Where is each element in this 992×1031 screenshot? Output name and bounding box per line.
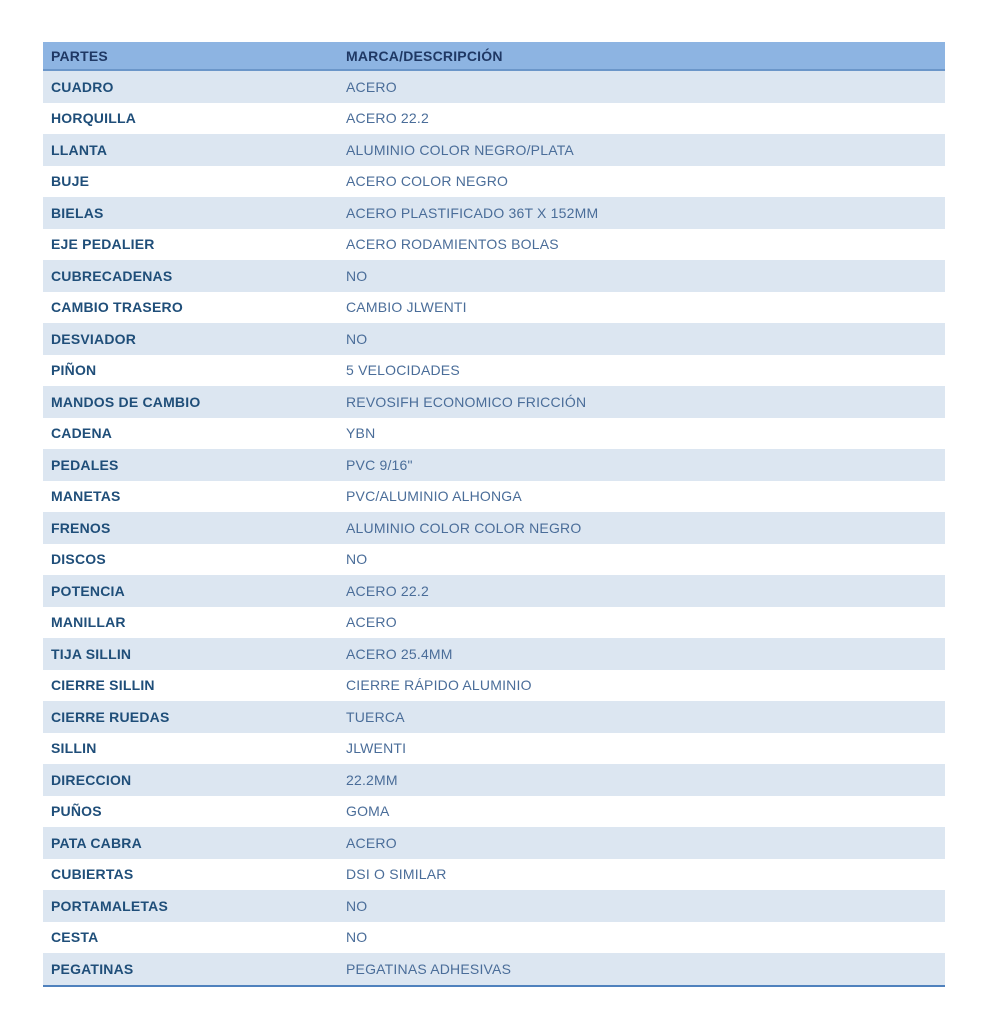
table-row (43, 544, 945, 576)
table-row (43, 449, 945, 481)
table-row (43, 575, 945, 607)
part-name-cell: SILLIN (51, 740, 97, 757)
part-description-cell: ACERO PLASTIFICADO 36T X 152MM (346, 204, 599, 221)
part-name-cell: CUBIERTAS (51, 866, 134, 883)
part-description-cell: DSI O SIMILAR (346, 866, 447, 883)
part-description-cell: CAMBIO JLWENTI (346, 299, 467, 316)
part-name-cell: BUJE (51, 173, 90, 190)
part-description-cell: NO (346, 897, 368, 914)
part-description-cell: ACERO RODAMIENTOS BOLAS (346, 236, 559, 253)
part-name-cell: DISCOS (51, 551, 106, 568)
table-row (43, 229, 945, 261)
table-row (43, 890, 945, 922)
part-name-cell: CIERRE RUEDAS (51, 708, 170, 725)
part-description-cell: TUERCA (346, 708, 405, 725)
part-name-cell: CUADRO (51, 78, 114, 95)
part-description-cell: YBN (346, 425, 376, 442)
part-name-cell: HORQUILLA (51, 110, 137, 127)
part-description-cell: ACERO (346, 834, 397, 851)
part-name-cell: PEGATINAS (51, 960, 134, 977)
part-name-cell: MANILLAR (51, 614, 126, 631)
part-description-cell: ALUMINIO COLOR NEGRO/PLATA (346, 141, 574, 158)
part-description-cell: NO (346, 929, 368, 946)
part-description-cell: ACERO (346, 78, 397, 95)
part-description-cell: ACERO (346, 614, 397, 631)
part-description-cell: REVOSIFH ECONOMICO FRICCIÓN (346, 393, 587, 410)
part-description-cell: ALUMINIO COLOR COLOR NEGRO (346, 519, 582, 536)
table-row (43, 701, 945, 733)
part-name-cell: FRENOS (51, 519, 111, 536)
table-row (43, 607, 945, 639)
column-header-marca-descripcion: MARCA/DESCRIPCIÓN (346, 47, 503, 64)
part-description-cell: ACERO COLOR NEGRO (346, 173, 509, 190)
part-description-cell: ACERO 22.2 (346, 582, 429, 599)
table-header-row (43, 42, 945, 71)
part-name-cell: POTENCIA (51, 582, 125, 599)
table-row (43, 386, 945, 418)
part-name-cell: LLANTA (51, 141, 108, 158)
part-name-cell: TIJA SILLIN (51, 645, 132, 662)
part-name-cell: MANETAS (51, 488, 121, 505)
part-name-cell: CADENA (51, 425, 113, 442)
part-description-cell: 22.2MM (346, 771, 398, 788)
table-row (43, 512, 945, 544)
table-row (43, 922, 945, 954)
part-description-cell: PVC/ALUMINIO ALHONGA (346, 488, 522, 505)
parts-spec-table (43, 42, 945, 987)
part-name-cell: DESVIADOR (51, 330, 137, 347)
part-name-cell: PEDALES (51, 456, 119, 473)
table-row (43, 260, 945, 292)
table-row (43, 103, 945, 135)
part-name-cell: CIERRE SILLIN (51, 677, 155, 694)
part-name-cell: DIRECCION (51, 771, 132, 788)
part-description-cell: PVC 9/16" (346, 456, 413, 473)
table-row (43, 323, 945, 355)
table-row (43, 355, 945, 387)
part-description-cell: NO (346, 267, 368, 284)
part-name-cell: EJE PEDALIER (51, 236, 155, 253)
part-name-cell: CESTA (51, 929, 99, 946)
table-body (43, 71, 945, 985)
part-name-cell: CUBRECADENAS (51, 267, 173, 284)
part-name-cell: PATA CABRA (51, 834, 142, 851)
part-description-cell: CIERRE RÁPIDO ALUMINIO (346, 677, 532, 694)
table-row (43, 134, 945, 166)
table-row (43, 764, 945, 796)
part-description-cell: 5 VELOCIDADES (346, 362, 460, 379)
table-row (43, 71, 945, 103)
part-name-cell: MANDOS DE CAMBIO (51, 393, 201, 410)
table-row (43, 481, 945, 513)
table-row (43, 670, 945, 702)
part-name-cell: BIELAS (51, 204, 104, 221)
table-row (43, 796, 945, 828)
table-row (43, 638, 945, 670)
table-row (43, 733, 945, 765)
table-row (43, 859, 945, 891)
table-row (43, 197, 945, 229)
part-name-cell: PORTAMALETAS (51, 897, 168, 914)
part-name-cell: PIÑON (51, 362, 97, 379)
table-row (43, 418, 945, 450)
part-description-cell: PEGATINAS ADHESIVAS (346, 960, 512, 977)
part-description-cell: ACERO 22.2 (346, 110, 429, 127)
table-row (43, 953, 945, 985)
column-header-partes: PARTES (51, 47, 108, 64)
part-name-cell: PUÑOS (51, 803, 102, 820)
part-description-cell: NO (346, 551, 368, 568)
part-description-cell: NO (346, 330, 368, 347)
part-description-cell: GOMA (346, 803, 390, 820)
part-name-cell: CAMBIO TRASERO (51, 299, 183, 316)
part-description-cell: JLWENTI (346, 740, 407, 757)
part-description-cell: ACERO 25.4MM (346, 645, 453, 662)
table-row (43, 292, 945, 324)
table-row (43, 827, 945, 859)
table-row (43, 166, 945, 198)
